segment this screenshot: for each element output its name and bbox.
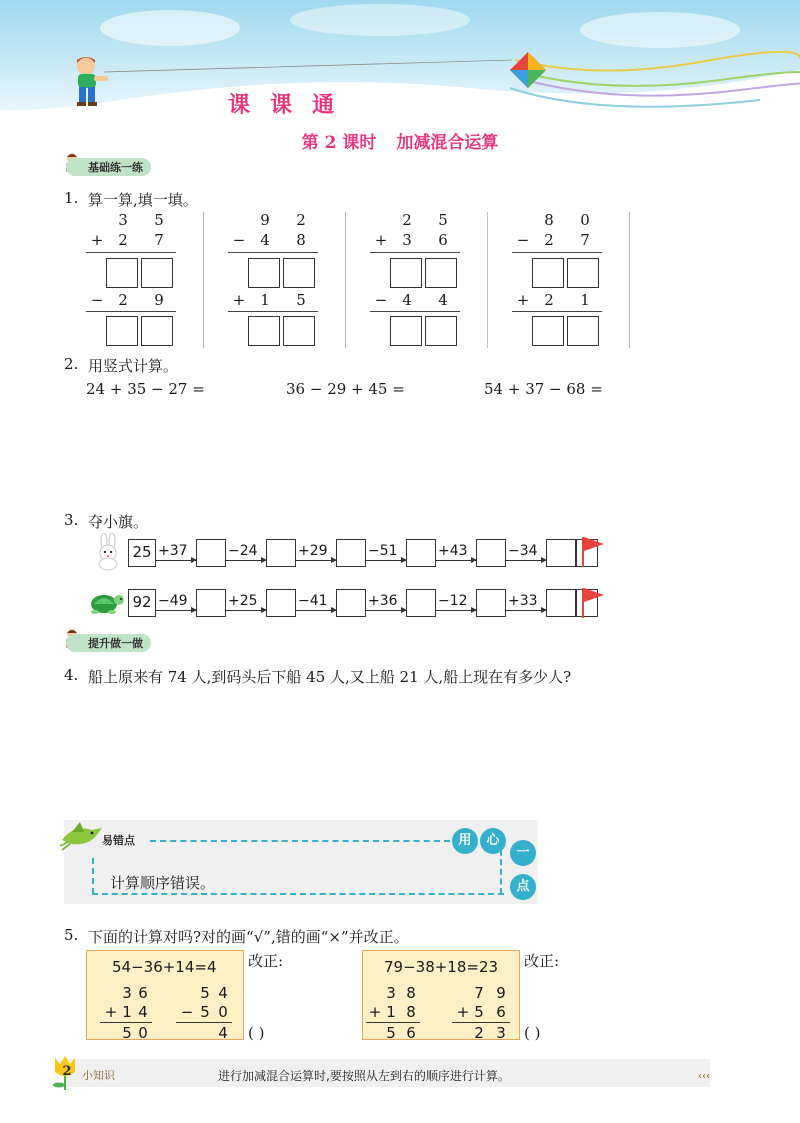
panel-digit: 6 xyxy=(496,1003,506,1021)
digit: 2 xyxy=(118,291,128,309)
chain-answer-box[interactable] xyxy=(336,539,366,567)
section-advanced-label: 提升做一做 xyxy=(66,634,151,652)
chain-answer-box[interactable] xyxy=(546,539,576,567)
correct-label: 改正: xyxy=(248,952,284,970)
panel-rule xyxy=(176,1022,232,1023)
q2-expression: 54 + 37 − 68 = xyxy=(484,380,603,398)
digit: 7 xyxy=(154,231,164,249)
flag-icon xyxy=(580,586,606,618)
q5-text: 下面的计算对吗?对的画“√”,错的画“×”并改正。 xyxy=(88,928,409,946)
rule xyxy=(228,252,318,253)
digit: 4 xyxy=(260,231,270,249)
chain-operation: −41 xyxy=(298,593,328,609)
chain-arrow xyxy=(366,610,406,611)
operator: − xyxy=(516,231,530,249)
panel-digit: 9 xyxy=(496,984,506,1002)
panel-operator: − xyxy=(180,1003,194,1021)
digit: 3 xyxy=(402,231,412,249)
tip-circle: 一 xyxy=(510,840,536,866)
chain-start-value: 25 xyxy=(128,539,156,567)
chain-answer-box[interactable] xyxy=(336,589,366,617)
series-title: 课课通 xyxy=(228,93,355,118)
panel-digit: 8 xyxy=(406,1003,416,1021)
chain-arrow xyxy=(226,560,266,561)
answer-box[interactable] xyxy=(106,258,138,288)
answer-box[interactable] xyxy=(532,258,564,288)
digit: 7 xyxy=(580,231,590,249)
digit: 8 xyxy=(544,211,554,229)
q4-number: 4. xyxy=(64,666,79,684)
chain-arrow xyxy=(506,560,546,561)
panel-digit: 4 xyxy=(218,1024,228,1042)
chain-answer-box[interactable] xyxy=(476,589,506,617)
rule xyxy=(370,252,460,253)
chain-start-value: 92 xyxy=(128,589,156,617)
answer-box[interactable] xyxy=(283,258,315,288)
panel-digit: 6 xyxy=(138,984,148,1002)
panel-rule xyxy=(100,1022,152,1023)
dashed-divider xyxy=(150,840,450,842)
divider xyxy=(203,212,204,348)
rule xyxy=(512,252,602,253)
panel-digit: 0 xyxy=(138,1024,148,1042)
answer-box[interactable] xyxy=(248,316,280,346)
chain-operation: −49 xyxy=(158,593,188,609)
panel-digit: 8 xyxy=(406,984,416,1002)
q2-expression: 36 − 29 + 45 = xyxy=(286,380,405,398)
panel-rule xyxy=(452,1022,510,1023)
divider xyxy=(487,212,488,348)
footer-marks: ‹‹‹ xyxy=(698,1071,710,1082)
panel-digit: 3 xyxy=(386,984,396,1002)
q2-expression: 24 + 35 − 27 = xyxy=(86,380,205,398)
panel-digit: 3 xyxy=(496,1024,506,1042)
digit: 5 xyxy=(438,211,448,229)
operator: + xyxy=(90,231,104,249)
digit: 5 xyxy=(154,211,164,229)
digit: 8 xyxy=(296,231,306,249)
turtle-icon xyxy=(86,586,126,618)
chain-arrow xyxy=(296,610,336,611)
chain-arrow xyxy=(506,610,546,611)
chain-answer-box[interactable] xyxy=(476,539,506,567)
rule xyxy=(512,311,602,312)
digit: 0 xyxy=(580,211,590,229)
panel-digit: 7 xyxy=(474,984,484,1002)
panel-equation: 79−38+18=23 xyxy=(384,958,499,976)
chain-arrow xyxy=(436,610,476,611)
panel-equation: 54−36+14=4 xyxy=(112,958,217,976)
answer-box[interactable] xyxy=(248,258,280,288)
answer-box[interactable] xyxy=(532,316,564,346)
operator: − xyxy=(90,291,104,309)
rule xyxy=(86,252,176,253)
panel-operator: + xyxy=(456,1003,470,1021)
answer-box[interactable] xyxy=(425,258,457,288)
boy-icon xyxy=(66,54,114,108)
answer-box[interactable] xyxy=(141,258,173,288)
digit: 1 xyxy=(260,291,270,309)
answer-box[interactable] xyxy=(390,316,422,346)
digit: 5 xyxy=(296,291,306,309)
digit: 2 xyxy=(402,211,412,229)
panel-digit: 5 xyxy=(200,984,210,1002)
rule xyxy=(228,311,318,312)
chain-operation: +37 xyxy=(158,543,188,559)
panel-digit: 0 xyxy=(218,1003,228,1021)
chain-operation: +29 xyxy=(298,543,328,559)
chain-answer-box[interactable] xyxy=(266,539,296,567)
chain-answer-box[interactable] xyxy=(406,589,436,617)
tip-circle: 点 xyxy=(510,874,536,900)
mistake-label: 易错点 xyxy=(102,834,135,847)
q3-text: 夺小旗。 xyxy=(88,513,149,531)
answer-box[interactable] xyxy=(567,258,599,288)
digit: 6 xyxy=(438,231,448,249)
tip-circle: 心 xyxy=(480,828,506,854)
answer-box[interactable] xyxy=(425,316,457,346)
digit: 2 xyxy=(544,231,554,249)
dashed-divider xyxy=(92,893,504,895)
panel-digit: 6 xyxy=(406,1024,416,1042)
digit: 2 xyxy=(118,231,128,249)
chain-arrow xyxy=(366,560,406,561)
panel-digit: 5 xyxy=(386,1024,396,1042)
panel-digit: 4 xyxy=(138,1003,148,1021)
panel-operator: + xyxy=(104,1003,118,1021)
divider xyxy=(345,212,346,348)
digit: 4 xyxy=(438,291,448,309)
chain-operation: +43 xyxy=(438,543,468,559)
digit: 3 xyxy=(118,211,128,229)
chain-answer-box[interactable] xyxy=(196,539,226,567)
lesson-number: 第 2 课时 xyxy=(301,133,377,153)
chain-answer-box[interactable] xyxy=(546,589,576,617)
answer-box[interactable] xyxy=(390,258,422,288)
chain-operation: +33 xyxy=(508,593,538,609)
chain-arrow xyxy=(156,610,196,611)
tip-circle: 用 xyxy=(452,828,478,854)
q1-number: 1. xyxy=(64,189,79,207)
chain-arrow xyxy=(436,560,476,561)
panel-digit: 2 xyxy=(474,1024,484,1042)
panel-digit: 5 xyxy=(474,1003,484,1021)
q5-number: 5. xyxy=(64,926,79,944)
panel-digit: 1 xyxy=(386,1003,396,1021)
footer-label: 小知识 xyxy=(82,1069,115,1082)
q2-number: 2. xyxy=(64,355,79,373)
panel-rule xyxy=(366,1022,420,1023)
operator: + xyxy=(516,291,530,309)
panel-digit: 1 xyxy=(122,1003,132,1021)
panel-digit: 4 xyxy=(218,984,228,1002)
divider xyxy=(629,212,630,348)
answer-box[interactable] xyxy=(567,316,599,346)
digit: 2 xyxy=(296,211,306,229)
chain-arrow xyxy=(296,560,336,561)
operator: − xyxy=(232,231,246,249)
chain-arrow xyxy=(226,610,266,611)
rule xyxy=(370,311,460,312)
chain-operation: −51 xyxy=(368,543,398,559)
footer-tip-text: 进行加减混合运算时,要按照从左到右的顺序进行计算。 xyxy=(218,1069,510,1083)
rabbit-icon xyxy=(92,533,126,571)
digit: 1 xyxy=(580,291,590,309)
flag-icon xyxy=(580,535,606,567)
operator: + xyxy=(374,231,388,249)
lesson-name: 加减混合运算 xyxy=(396,133,499,153)
chain-operation: −24 xyxy=(228,543,258,559)
lesson-title xyxy=(0,128,800,153)
bird-icon xyxy=(58,820,104,854)
digit: 4 xyxy=(402,291,412,309)
answer-box[interactable] xyxy=(106,316,138,346)
correct-label: 改正: xyxy=(524,952,560,970)
chain-operation: −34 xyxy=(508,543,538,559)
panel-digit: 3 xyxy=(122,984,132,1002)
chain-operation: +25 xyxy=(228,593,258,609)
operator: + xyxy=(232,291,246,309)
answer-box[interactable] xyxy=(141,316,173,346)
chain-operation: +36 xyxy=(368,593,398,609)
panel-digit: 5 xyxy=(122,1024,132,1042)
kite-icon xyxy=(508,50,548,90)
chain-answer-box[interactable] xyxy=(266,589,296,617)
chain-answer-box[interactable] xyxy=(406,539,436,567)
answer-parens[interactable]: ( ) xyxy=(524,1024,541,1042)
q3-number: 3. xyxy=(64,511,79,529)
q1-text: 算一算,填一填。 xyxy=(88,191,198,209)
q2-text: 用竖式计算。 xyxy=(88,357,179,375)
answer-parens[interactable]: ( ) xyxy=(248,1024,265,1042)
panel-digit: 5 xyxy=(200,1003,210,1021)
chain-answer-box[interactable] xyxy=(196,589,226,617)
digit: 9 xyxy=(154,291,164,309)
chain-operation: −12 xyxy=(438,593,468,609)
mistake-tip-text: 计算顺序错误。 xyxy=(110,874,216,892)
panel-operator: + xyxy=(368,1003,382,1021)
answer-box[interactable] xyxy=(283,316,315,346)
header-banner xyxy=(0,0,800,125)
q4-text: 船上原来有 74 人,到码头后下船 45 人,又上船 21 人,船上现在有多少人? xyxy=(88,668,572,686)
page-number: 2 xyxy=(62,1064,72,1079)
digit: 2 xyxy=(544,291,554,309)
section-basic-label: 基础练一练 xyxy=(66,158,151,176)
dashed-divider xyxy=(92,858,94,894)
chain-arrow xyxy=(156,560,196,561)
digit: 9 xyxy=(260,211,270,229)
operator: − xyxy=(374,291,388,309)
rule xyxy=(86,311,176,312)
